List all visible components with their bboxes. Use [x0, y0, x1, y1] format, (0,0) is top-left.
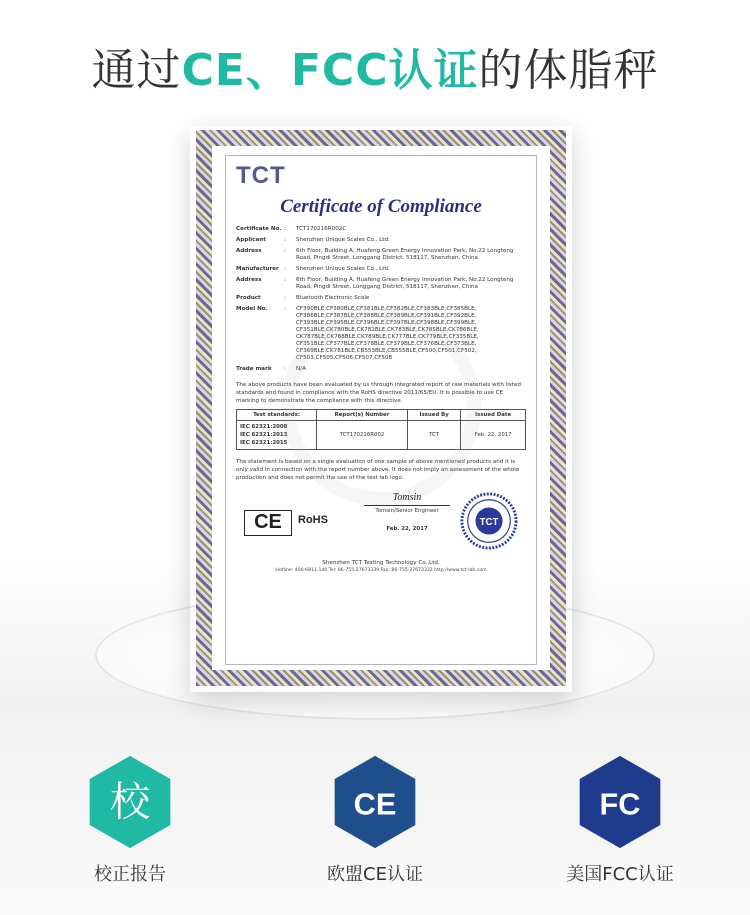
issuing-company: Shenzhen TCT Testing Technology Co.,Ltd. — [322, 560, 440, 566]
certificate-body — [226, 156, 536, 664]
issued-date-cell: Feb. 22, 2017 — [461, 421, 526, 450]
badge-label: 校正报告 — [94, 864, 166, 885]
certificate-document — [196, 130, 566, 686]
certificate-field — [236, 266, 526, 273]
table-header: Issued By — [407, 410, 460, 421]
ce-mark: CE — [244, 510, 292, 536]
table-header: Report(s) Number — [317, 410, 408, 421]
badge-calibration — [65, 754, 195, 886]
tct-seal-icon — [460, 492, 518, 550]
field-colon: : — [284, 277, 286, 283]
field-label: Applicant — [236, 237, 266, 243]
badge-label: 欧盟CE认证 — [327, 864, 423, 885]
page-headline — [0, 34, 750, 98]
badge-glyph: 校 — [109, 778, 151, 826]
field-colon: : — [284, 248, 286, 254]
certificate-field — [236, 295, 526, 302]
field-value: Bluetooth Electronic Scale — [296, 295, 370, 301]
certificate-field — [236, 277, 526, 291]
badge-glyph: CE — [353, 786, 397, 822]
table-header: Issued Date — [461, 410, 526, 421]
field-colon: : — [284, 237, 286, 243]
report-number-cell: TCT170216R002 — [317, 421, 408, 450]
sign-date: Feb. 22, 2017 — [386, 526, 428, 532]
tct-logo: TCT — [236, 162, 286, 189]
field-colon: : — [284, 226, 286, 232]
field-label: Manufacturer — [236, 266, 279, 272]
field-label: Model No. — [236, 306, 268, 312]
field-label: Product — [236, 295, 261, 301]
certificate-field — [236, 226, 526, 233]
headline-suffix: 的体脂秤 — [478, 45, 659, 96]
headline-highlight: CE、FCC认证 — [181, 45, 479, 96]
watermark-emblem — [281, 306, 481, 506]
field-colon: : — [284, 295, 286, 301]
field-colon: : — [284, 266, 286, 272]
field-value: TCT170216R002C — [296, 226, 347, 232]
scope-statement: The statement is based on a single evaluation of one sample of above mentioned products and it is only valid in connection with the report number above. It does not imply an assessment of the whole production and does not permit the use of the test lab logo. — [236, 459, 520, 481]
field-value: 6th Floor, Building A, Huafeng Green Energy Innovation Park, No.22 Longteng Road, Pingdi Street, Longgang District, 518117, Shenzhen, China — [296, 277, 514, 290]
field-value: 6th Floor, Building A, Huafeng Green Energy Innovation Park, No.22 Longteng Road, Pingdi Street, Longgang District, 518117, Shenzhen, China — [296, 248, 514, 261]
rohs-mark: RoHS — [298, 514, 328, 526]
ce-mark-icon — [327, 754, 423, 850]
evaluation-statement: The above products have been evaluated by us through integrated report of raw materials with listed standards and found in compliance with the RoHS directive 2011/65/EU. It is possible to use CE marking to demonstrate the compliance with this directive. — [236, 382, 521, 404]
certification-marks — [236, 492, 526, 554]
badge-label: 美国FCC认证 — [566, 864, 674, 885]
field-value: Shenzhen Unique Scales Co., Ltd. — [296, 237, 390, 243]
badge-fcc — [555, 754, 685, 886]
school-character-icon — [82, 754, 178, 850]
fcc-mark-icon — [572, 754, 668, 850]
certificate-field — [236, 248, 526, 262]
standard-item: IEC 62321:2008 — [240, 424, 288, 430]
field-label: Address — [236, 277, 262, 283]
field-value: N/A — [296, 366, 306, 372]
badge-glyph: FC — [599, 786, 641, 822]
company-contact: Hotline: 400-6811-140 Tel: 86-755-27673339 Fax: 86-755-27673332 http://www.tct-lab.com — [275, 568, 487, 573]
signature: Tomsin — [392, 492, 422, 503]
field-colon: : — [284, 366, 286, 372]
field-colon: : — [284, 306, 286, 312]
field-label: Trade mark — [236, 366, 272, 372]
signer-title: Tomsin/Senior Engineer — [364, 505, 450, 514]
field-label: Certificate No. — [236, 226, 282, 232]
signature-block — [364, 492, 450, 532]
table-header: Test standards: — [237, 410, 317, 421]
certificate-title: Certificate of Compliance — [280, 196, 482, 217]
field-value: CF390BLE,CF380BLE,CF381BLE,CF382BLE,CF383BLE,CF385BLE, CF386BLE,CF387BLE,CF388BLE,CF389BLE,CF391BLE,CF392BLE, CF393BLE,CF395BLE,CF396BLE,CF397BLE,CF398BLE,CF399BLE, CF351BLE,CK780BLE,CK782BLE,CK783BLE,CK785BLE,CK786BLE, CK787BLE,CK788BLE,CK789BLE,CK777BLE,CK779BLE,CF335BLE, CF351BLE,CF377BLE,CF378BLE,CF379BLE,CF376BLE,CF373BLE, CF369BLE,CK781BLE,CB553BLE,CB555BLE,CF500,CF501,CF502, CF503,CF505,CF506,CF507,CF508 — [296, 306, 479, 361]
issued-by-cell: TCT — [407, 421, 460, 450]
standard-item: IEC 62321:2013 — [240, 432, 288, 438]
standard-item: IEC 62321:2015 — [240, 440, 288, 446]
field-label: Address — [236, 248, 262, 254]
certificate-field — [236, 237, 526, 244]
headline-prefix: 通过 — [91, 45, 182, 96]
field-value: Shenzhen Unique Scales Co., Ltd. — [296, 266, 390, 272]
badge-ce — [310, 754, 440, 886]
seal-label: TCT — [479, 516, 499, 528]
